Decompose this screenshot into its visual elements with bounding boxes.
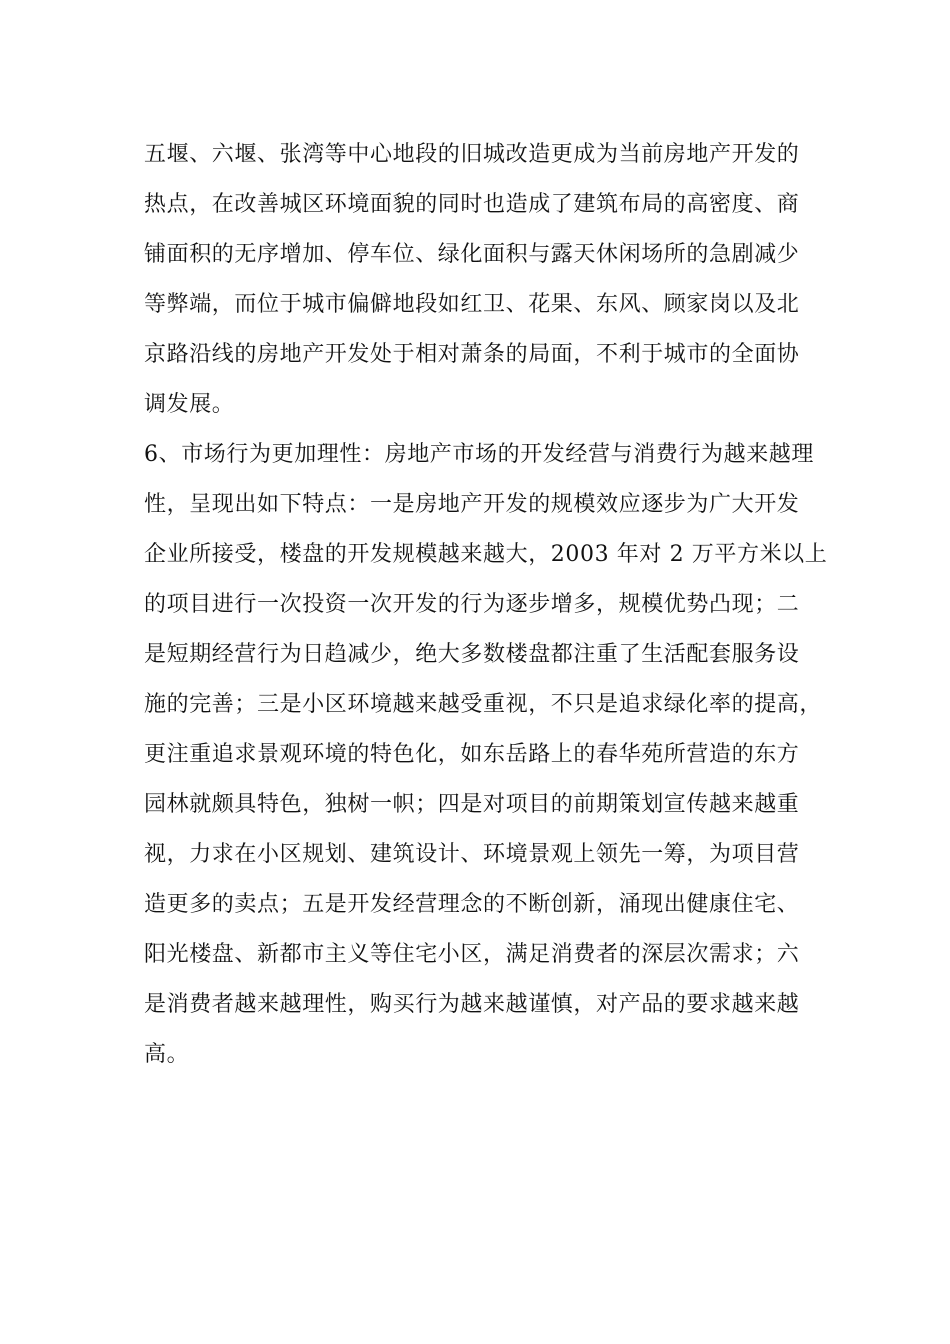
text-line: 热点，在改善城区环境面貌的同时也造成了建筑布局的高密度、商 [144, 192, 800, 217]
text-line: 是短期经营行为日趋减少，绝大多数楼盘都注重了生活配套服务设 [144, 642, 800, 667]
text-line: 6、市场行为更加理性：房地产市场的开发经营与消费行为越来越理 [144, 442, 814, 467]
text-line: 视，力求在小区规划、建筑设计、环境景观上领先一筹，为项目营 [144, 842, 800, 867]
text-line: 园林就颇具特色，独树一帜；四是对项目的前期策划宣传越来越重 [144, 792, 800, 817]
text-line: 高。 [144, 1042, 190, 1067]
text-line: 等弊端，而位于城市偏僻地段如红卫、花果、东风、顾家岗以及北 [144, 292, 800, 317]
body-text [144, 130, 834, 1080]
text-line: 是消费者越来越理性，购买行为越来越谨慎，对产品的要求越来越 [144, 992, 800, 1017]
text-line: 五堰、六堰、张湾等中心地段的旧城改造更成为当前房地产开发的 [144, 142, 800, 167]
text-line: 京路沿线的房地产开发处于相对萧条的局面，不利于城市的全面协 [144, 342, 800, 367]
text-line: 企业所接受，楼盘的开发规模越来越大，2003 年对 2 万平方米以上 [144, 542, 828, 567]
text-line: 造更多的卖点；五是开发经营理念的不断创新，涌现出健康住宅、 [144, 892, 800, 917]
text-line: 调发展。 [144, 392, 235, 417]
text-line: 更注重追求景观环境的特色化，如东岳路上的春华苑所营造的东方 [144, 742, 800, 767]
text-line: 的项目进行一次投资一次开发的行为逐步增多，规模优势凸现；二 [144, 592, 800, 617]
text-line: 铺面积的无序增加、停车位、绿化面积与露天休闲场所的急剧减少 [144, 242, 800, 267]
text-line: 阳光楼盘、新都市主义等住宅小区，满足消费者的深层次需求；六 [144, 942, 800, 967]
text-line: 性，呈现出如下特点：一是房地产开发的规模效应逐步为广大开发 [144, 492, 800, 517]
text-line: 施的完善；三是小区环境越来越受重视，不只是追求绿化率的提高， [144, 692, 823, 717]
